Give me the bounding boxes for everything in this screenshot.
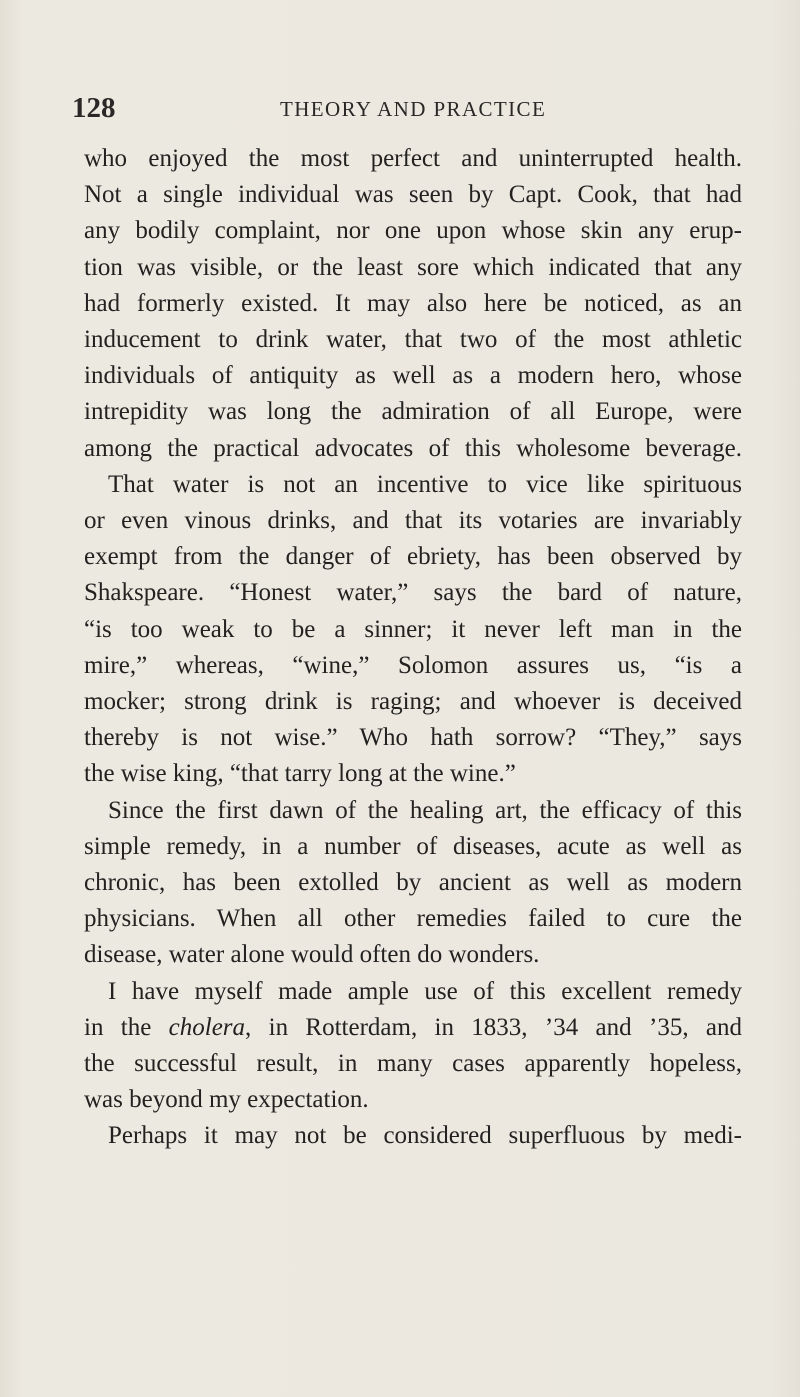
text-line: the successful result, in many cases apparently hopeless, [84, 1050, 742, 1077]
text-line: thereby is not wise.” Who hath sorrow? “They,” says [84, 724, 742, 752]
text-line: mocker; strong drink is raging; and whoever is deceived [84, 688, 742, 715]
text-line: the wise king, “that tarry long at the wine.” [84, 760, 516, 788]
text-line: among the practical advocates of this wholesome beverage. [84, 434, 742, 462]
text-line: I have myself made ample use of this excellent remedy [108, 977, 742, 1005]
text-line: any bodily complaint, nor one upon whose skin any erup- [84, 217, 742, 245]
text-line: Perhaps it may not be considered superfluous by medi- [108, 1122, 742, 1150]
text-line: disease, water alone would often do wonders. [84, 941, 540, 969]
text-line: in the cholera, in Rotterdam, in 1833, ’34 and ’35, and [84, 1013, 742, 1041]
text-line: simple remedy, in a number of diseases, acute as well as [84, 832, 742, 860]
text-line: intrepidity was long the admiration of all Europe, were [84, 398, 742, 426]
text-line: tion was visible, or the least sore which indicated that any [84, 253, 742, 281]
text-line: Not a single individual was seen by Capt. Cook, that had [84, 181, 742, 209]
text-line: physicians. When all other remedies failed to cure the [84, 905, 742, 933]
text-line: individuals of antiquity as well as a modern hero, whose [84, 362, 742, 390]
running-head [0, 92, 800, 132]
text-line: inducement to drink water, that two of the most athletic [84, 326, 742, 353]
running-head-title: THEORY AND PRACTICE [280, 97, 547, 121]
text-line: mire,” whereas, “wine,” Solomon assures us, “is a [84, 651, 742, 679]
text-line: “is too weak to be a sinner; it never left man in the [84, 615, 742, 643]
text-line: Since the first dawn of the healing art, the efficacy of this [108, 796, 742, 824]
page-number: 128 [72, 92, 116, 124]
text-line: who enjoyed the most perfect and uninterrupted health. [84, 145, 742, 172]
text-line: chronic, has been extolled by ancient as well as modern [84, 869, 742, 896]
text-line: was beyond my expectation. [84, 1086, 369, 1114]
text-line: That water is not an incentive to vice like spirituous [108, 470, 742, 498]
text-line: exempt from the danger of ebriety, has been observed by [84, 543, 742, 571]
text-line: had formerly existed. It may also here be noticed, as an [84, 289, 742, 317]
text-line: Shakspeare. “Honest water,” says the bard of nature, [84, 579, 742, 607]
text-line: or even vinous drinks, and that its votaries are invariably [84, 507, 742, 534]
body-text [84, 141, 742, 1341]
